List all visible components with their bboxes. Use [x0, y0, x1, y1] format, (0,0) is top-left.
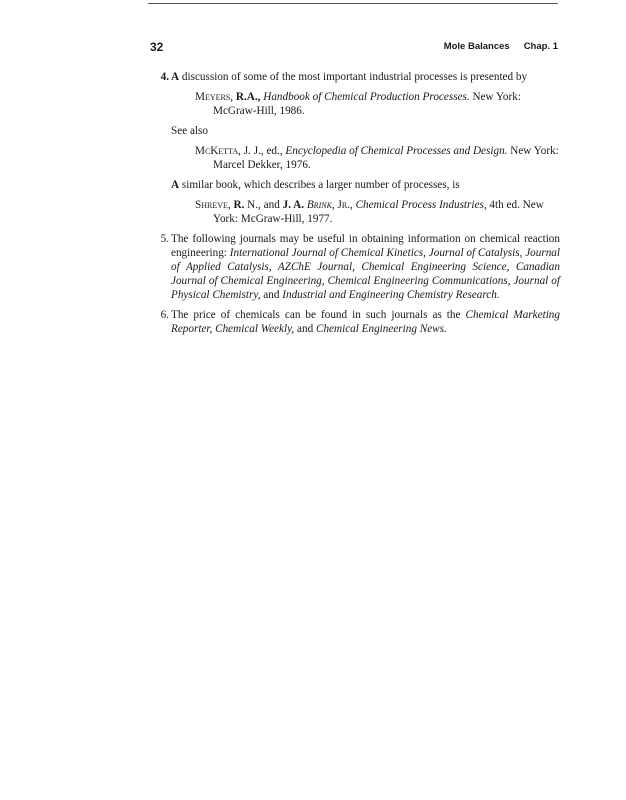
list-item-6	[150, 308, 560, 336]
ref-author: Meyers,	[195, 91, 234, 103]
ref-author: Shreve,	[195, 199, 231, 211]
ref-suffix: Jr.,	[337, 199, 353, 211]
ref-author: McKetta,	[195, 145, 241, 157]
running-title: Mole Balances	[443, 41, 510, 52]
item-4-intro	[171, 70, 560, 84]
item-4-text: discussion of some of the most important industrial processes is presented by	[179, 71, 528, 83]
journal-list: Chemical Marketing Reporter, Chemical Weekly,	[171, 309, 560, 335]
ref-publisher: 4th ed. New York: McGraw-Hill, 1977.	[213, 199, 544, 225]
item-6-intro: The price of chemicals can be found in such journals as the	[171, 309, 466, 321]
ref-author-2: Brink,	[306, 199, 335, 211]
ref-initial: R.	[233, 199, 245, 211]
ref-title: Chemical Process Industries,	[355, 199, 487, 211]
similar-book-intro	[171, 178, 560, 192]
reference-meyers	[171, 90, 560, 118]
ref-initials-2: J. A.	[282, 199, 305, 211]
item-5-intro: The following journals may be useful in obtaining information on chemical reaction engineering:	[171, 233, 560, 259]
similar-book-text: similar book, which describes a larger number of processes, is	[179, 179, 460, 191]
ref-initials: J. J., ed.,	[243, 145, 283, 157]
item-number: 6.	[160, 309, 169, 321]
chapter-label: Chap. 1	[523, 41, 558, 52]
ref-title: Handbook of Chemical Production Processes.	[263, 91, 470, 103]
ref-initial-and: N., and	[247, 199, 280, 211]
list-item-5	[150, 232, 560, 302]
journal-list: International Journal of Chemical Kinetics, Journal of Catalysis, Journal of Applied Catalysis, AZChE Journal, Chemical Engineering Science, Canadian Journal of Chemical Engineering, Chemical Engineering Communications, Journal of Physical Chemistry,	[171, 247, 560, 301]
conjunction: and	[260, 289, 283, 301]
ref-publisher: New York: McGraw-Hill, 1986.	[213, 91, 521, 117]
running-head	[444, 41, 558, 52]
conjunction: and	[294, 323, 316, 335]
last-journal: Industrial and Engineering Chemistry Research.	[282, 289, 500, 301]
last-journal: Chemical Engineering News.	[315, 323, 447, 335]
item-number: 4.	[160, 71, 169, 83]
page-header	[150, 40, 558, 56]
reference-shreve	[171, 198, 560, 226]
ref-title: Encyclopedia of Chemical Processes and Design.	[285, 145, 508, 157]
reference-list	[150, 70, 560, 342]
see-also: See also	[171, 125, 208, 137]
item-number: 5.	[160, 233, 169, 245]
ref-initials: R.A.,	[235, 91, 261, 103]
item-6-text	[171, 308, 560, 336]
reference-mcketta	[171, 144, 560, 172]
page-number: 32	[150, 40, 164, 54]
top-rule	[148, 3, 558, 4]
letter-a: A	[171, 71, 180, 83]
letter-a: A	[171, 179, 180, 191]
list-item-4	[150, 70, 560, 226]
ref-publisher: New York: Marcel Dekker, 1976.	[213, 145, 559, 171]
item-5-text	[171, 232, 560, 302]
